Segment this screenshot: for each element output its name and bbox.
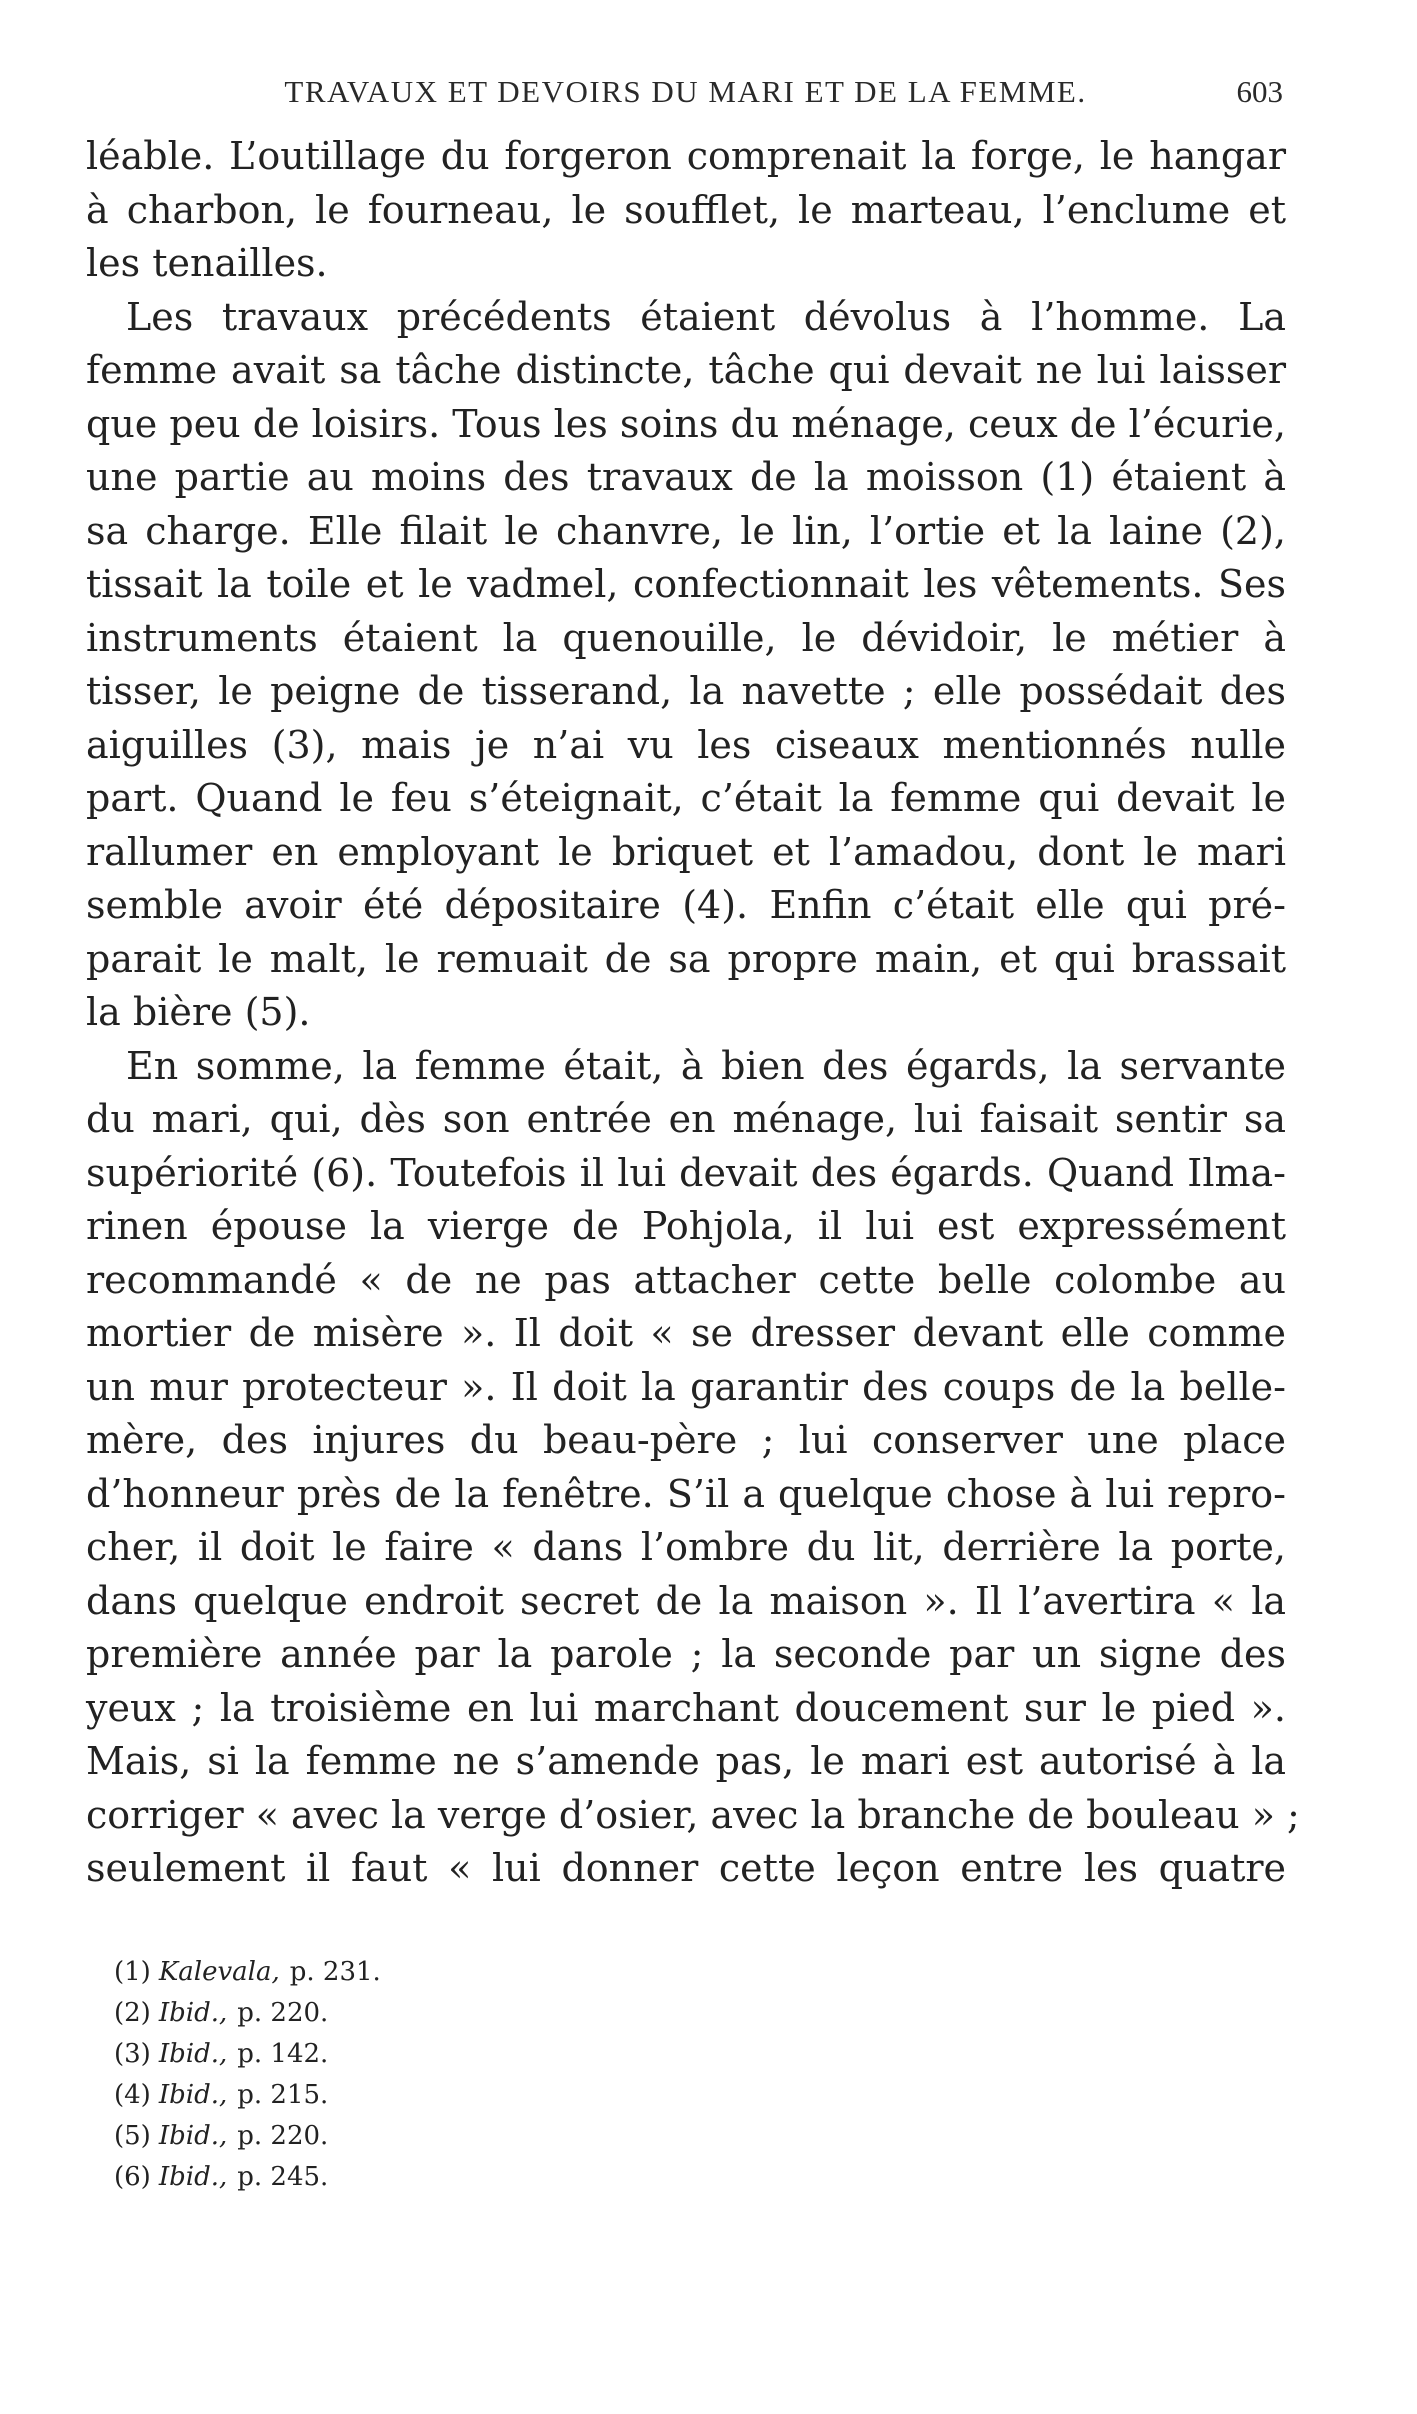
text-line: léable. L’outillage du forgeron comprenait la forge, le hangar — [86, 134, 1286, 178]
footnote-page: p. 245. — [237, 2162, 329, 2192]
footnote — [114, 2034, 714, 2075]
text-line: Mais, si la femme ne s’amende pas, le mari est autorisé à la — [86, 1739, 1286, 1783]
text-line: recommandé « de ne pas attacher cette belle colombe au — [86, 1257, 1286, 1302]
text-line: instruments étaient la quenouille, le dévidoir, le métier à — [86, 615, 1286, 660]
text-line: yeux ; la troisième en lui marchant doucement sur le pied ». — [86, 1685, 1286, 1730]
footnote-source: Ibid., — [158, 2039, 228, 2069]
text-line: une partie au moins des travaux de la moisson (1) étaient à — [86, 455, 1286, 499]
text-line: dans quelque endroit secret de la maison ». Il l’avertira « la — [86, 1578, 1286, 1623]
footnote — [114, 1993, 714, 2034]
footnote-page: p. 220. — [237, 1998, 329, 2028]
running-head: TRAVAUX ET DEVOIRS DU MARI ET DE LA FEMME. — [284, 74, 1087, 109]
text-line: du mari, qui, dès son entrée en ménage, lui faisait sentir sa — [86, 1097, 1286, 1141]
footnote-page: p. 215. — [237, 2080, 329, 2110]
text-line: seulement il faut « lui donner cette leçon entre les quatre — [86, 1846, 1286, 1890]
paragraph-start-line: En somme, la femme était, à bien des égards, la servante — [126, 1043, 1286, 1088]
footnote-source: Ibid., — [158, 2080, 228, 2110]
text-line: aiguilles (3), mais je n’ai vu les ciseaux mentionnés nulle — [86, 722, 1286, 767]
text-line: tisser, le peigne de tisserand, la navette ; elle possédait des — [86, 669, 1286, 713]
footnote-source: Ibid., — [158, 1998, 228, 2028]
text-line: mère, des injures du beau-père ; lui conserver une place — [86, 1418, 1286, 1462]
text-line: un mur protecteur ». Il doit la garantir des coups de la belle- — [86, 1364, 1286, 1409]
footnote — [114, 2075, 714, 2116]
text-line: supériorité (6). Toutefois il lui devait des égards. Quand Ilma- — [86, 1150, 1286, 1195]
text-line: rinen épouse la vierge de Pohjola, il lui est expressément — [86, 1204, 1286, 1248]
footnote-number: (5) — [114, 2121, 151, 2151]
text-line: corriger « avec la verge d’osier, avec la branche de bouleau » ; — [86, 1792, 1300, 1837]
text-line: part. Quand le feu s’éteignait, c’était la femme qui devait le — [86, 776, 1286, 820]
text-line: sa charge. Elle filait le chanvre, le lin, l’ortie et la laine (2), — [86, 508, 1286, 553]
footnote-number: (2) — [114, 1998, 151, 2028]
text-line: première année par la parole ; la seconde par un signe des — [86, 1632, 1286, 1676]
text-line: la bière (5). — [86, 990, 311, 1034]
text-line: mortier de misère ». Il doit « se dresser devant elle comme — [86, 1311, 1286, 1355]
footnote-number: (3) — [114, 2039, 151, 2069]
text-line: d’honneur près de la fenêtre. S’il a quelque chose à lui repro- — [86, 1471, 1286, 1516]
footnote — [114, 2116, 714, 2157]
footnote — [114, 1952, 714, 1993]
page-header — [88, 74, 1283, 124]
footnote-source: Ibid., — [158, 2121, 228, 2151]
text-line: tissait la toile et le vadmel, confectionnait les vêtements. Ses — [86, 562, 1286, 606]
paragraph-start-line: Les travaux précédents étaient dévolus à l’homme. La — [126, 294, 1286, 339]
footnotes — [114, 1952, 714, 2198]
footnote-page: p. 142. — [237, 2039, 329, 2069]
text-line: que peu de loisirs. Tous les soins du ménage, ceux de l’écurie, — [86, 401, 1286, 446]
footnote-number: (6) — [114, 2162, 151, 2192]
text-line: femme avait sa tâche distincte, tâche qui devait ne lui laisser — [86, 348, 1286, 392]
text-line: les tenailles. — [86, 241, 328, 285]
text-line: rallumer en employant le briquet et l’amadou, dont le mari — [86, 829, 1286, 874]
footnote-number: (4) — [114, 2080, 151, 2110]
page-number: 603 — [1236, 74, 1283, 109]
footnote-source: Kalevala, — [158, 1957, 280, 1987]
text-line: parait le malt, le remuait de sa propre main, et qui brassait — [86, 936, 1286, 981]
footnote-page: p. 231. — [289, 1957, 381, 1987]
text-line: cher, il doit le faire « dans l’ombre du lit, derrière la porte, — [86, 1525, 1286, 1569]
footnote-source: Ibid., — [158, 2162, 228, 2192]
footnote — [114, 2157, 714, 2198]
body-text — [86, 130, 1300, 1896]
footnote-page: p. 220. — [237, 2121, 329, 2151]
text-line: semble avoir été dépositaire (4). Enfin c’était elle qui pré- — [86, 883, 1286, 927]
text-line: à charbon, le fourneau, le soufflet, le marteau, l’enclume et — [86, 187, 1286, 232]
footnote-number: (1) — [114, 1957, 151, 1987]
